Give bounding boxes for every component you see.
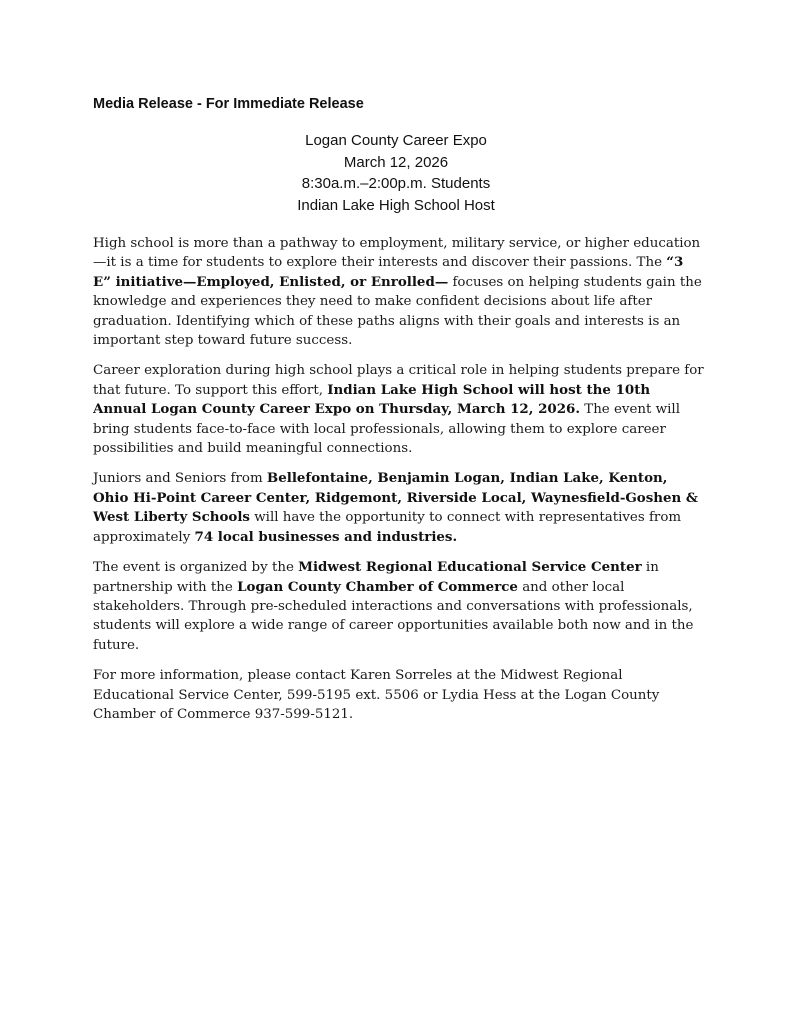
intro-text-2: focuses on helping students gain the knowledge and experiences they need to make confident decisions about life after graduation. Identifying which of these paths aligns with their goals and interests is an important step toward future success. [93, 274, 702, 349]
paragraph-organizers [93, 558, 705, 655]
organizers-text-1: The event is organized by the [93, 560, 299, 576]
paragraph-schools [93, 469, 705, 547]
paragraph-event [93, 361, 705, 458]
event-date: March 12, 2026 [343, 153, 449, 171]
schools-text-1: Juniors and Seniors from [93, 471, 267, 487]
event-header [200, 130, 592, 216]
paragraph-intro [93, 234, 705, 350]
release-label: Media Release - For Immediate Release [93, 96, 364, 112]
event-text-2: The event will bring students face-to-face with local professionals, allowing them to explore career possibilities and build meaningful connections. [93, 402, 680, 457]
initiative-highlight: “3 E” initiative—Employed, Enlisted, or Enrolled— [93, 254, 684, 290]
event-text-1: Career exploration during high school plays a critical role in helping students prepare for that future. To support this effort, [93, 363, 704, 398]
body-text [93, 234, 705, 735]
organizers-text-2: in partnership with the [93, 560, 659, 595]
paragraph-contact [93, 666, 705, 724]
contact-text: For more information, please contact Karen Sorreles at the Midwest Regional Educational Service Center, 599-5195 ext. 5506 or Lydia Hess at the Logan County Chamber of Commerce 937-599-5121. [93, 668, 660, 722]
organizer-esc: Midwest Regional Educational Service Center [298, 559, 642, 576]
organizers-text-3: and other local stakeholders. Through pre-scheduled interactions and conversations with professionals, students will explore a wide range of career opportunities available both now and in the future. [93, 579, 694, 653]
schools-text-2: will have the opportunity to connect with representatives from approximately [93, 510, 682, 545]
schools-list: Bellefontaine, Benjamin Logan, Indian Lake, Kenton, Ohio Hi-Point Career Center, Ridgemont, Riverside Local, Waynesfield-Goshen & West Liberty Schools [93, 470, 699, 526]
event-highlight: Indian Lake High School will host the 10th Annual Logan County Career Expo on Thursday, March 12, 2026. [93, 381, 651, 418]
event-time: 8:30a.m.–2:00p.m. Students [301, 175, 491, 192]
intro-text-1: High school is more than a pathway to employment, military service, or higher education—it is a time for students to explore their interests and discover their passions. The [93, 236, 701, 271]
businesses-count: 74 local businesses and industries. [194, 528, 458, 545]
organizer-chamber: Logan County Chamber of Commerce [237, 578, 518, 595]
event-name: Logan County Career Expo [305, 132, 487, 149]
event-host: Indian Lake High School Host [297, 196, 495, 214]
